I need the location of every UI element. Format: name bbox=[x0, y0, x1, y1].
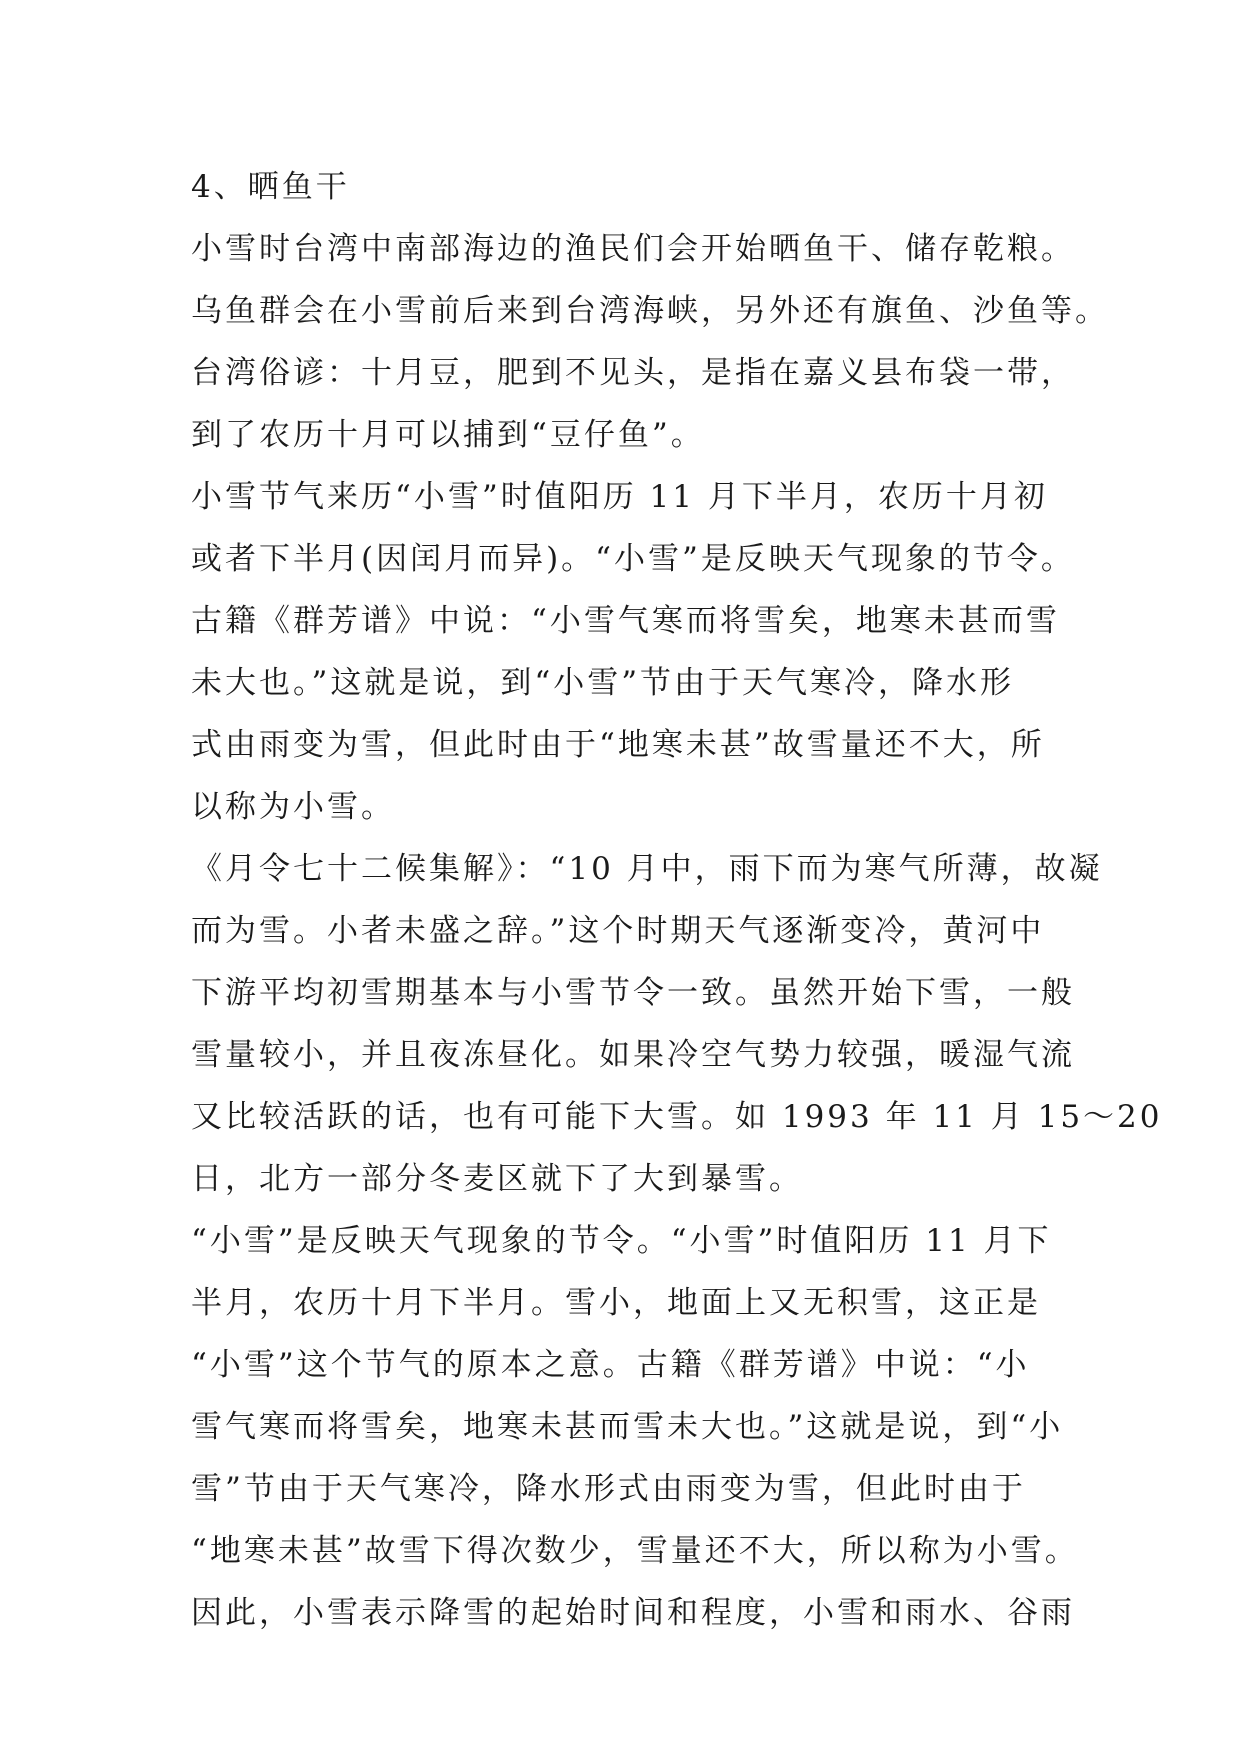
text-line: 下游平均初雪期基本与小雪节令一致。虽然开始下雪，一般 bbox=[191, 975, 1075, 1011]
text-line: 古籍《群芳谱》中说：“小雪气寒而将雪矣，地寒未甚而雪 bbox=[191, 603, 1060, 639]
section-heading: 4、晒鱼干 bbox=[191, 169, 350, 205]
text-line: “小雪”是反映天气现象的节令。“小雪”时值阳历 11 月下 bbox=[191, 1223, 1052, 1259]
text-line: 《月令七十二候集解》：“10 月中，雨下而为寒气所薄，故凝 bbox=[191, 851, 1103, 887]
text-line: 台湾俗谚：十月豆，肥到不见头，是指在嘉义县布袋一带， bbox=[191, 355, 1075, 391]
text-line: “地寒未甚”故雪下得次数少，雪量还不大，所以称为小雪。 bbox=[191, 1533, 1079, 1569]
text-line: 乌鱼群会在小雪前后来到台湾海峡，另外还有旗鱼、沙鱼等。 bbox=[191, 293, 1109, 329]
body-text bbox=[191, 156, 1163, 1644]
text-line: 未大也。”这就是说，到“小雪”节由于天气寒冷，降水形 bbox=[191, 665, 1015, 701]
text-line: 以称为小雪。 bbox=[191, 789, 395, 825]
text-line: 雪气寒而将雪矣，地寒未甚而雪未大也。”这就是说，到“小 bbox=[191, 1409, 1064, 1445]
text-line: 或者下半月(因闰月而异)。“小雪”是反映天气现象的节令。 bbox=[191, 541, 1075, 577]
text-line: 半月，农历十月下半月。雪小，地面上又无积雪，这正是 bbox=[191, 1285, 1041, 1321]
text-line: 小雪时台湾中南部海边的渔民们会开始晒鱼干、储存乾粮。 bbox=[191, 231, 1075, 267]
text-line: 而为雪。小者未盛之辞。”这个时期天气逐渐变冷，黄河中 bbox=[191, 913, 1045, 949]
text-line: 雪量较小，并且夜冻昼化。如果冷空气势力较强，暖湿气流 bbox=[191, 1037, 1075, 1073]
text-line: 因此，小雪表示降雪的起始时间和程度，小雪和雨水、谷雨 bbox=[191, 1595, 1075, 1631]
text-line: 到了农历十月可以捕到“豆仔鱼”。 bbox=[191, 417, 705, 453]
text-line: 式由雨变为雪，但此时由于“地寒未甚”故雪量还不大，所 bbox=[191, 727, 1045, 763]
text-line: 日，北方一部分冬麦区就下了大到暴雪。 bbox=[191, 1161, 803, 1197]
text-line: 雪”节由于天气寒冷，降水形式由雨变为雪，但此时由于 bbox=[191, 1471, 1026, 1507]
text-line: 小雪节气来历“小雪”时值阳历 11 月下半月，农历十月初 bbox=[191, 479, 1048, 515]
text-line: “小雪”这个节气的原本之意。古籍《群芳谱》中说：“小 bbox=[191, 1347, 1030, 1383]
text-line: 又比较活跃的话，也有可能下大雪。如 1993 年 11 月 15～20 bbox=[191, 1099, 1163, 1135]
